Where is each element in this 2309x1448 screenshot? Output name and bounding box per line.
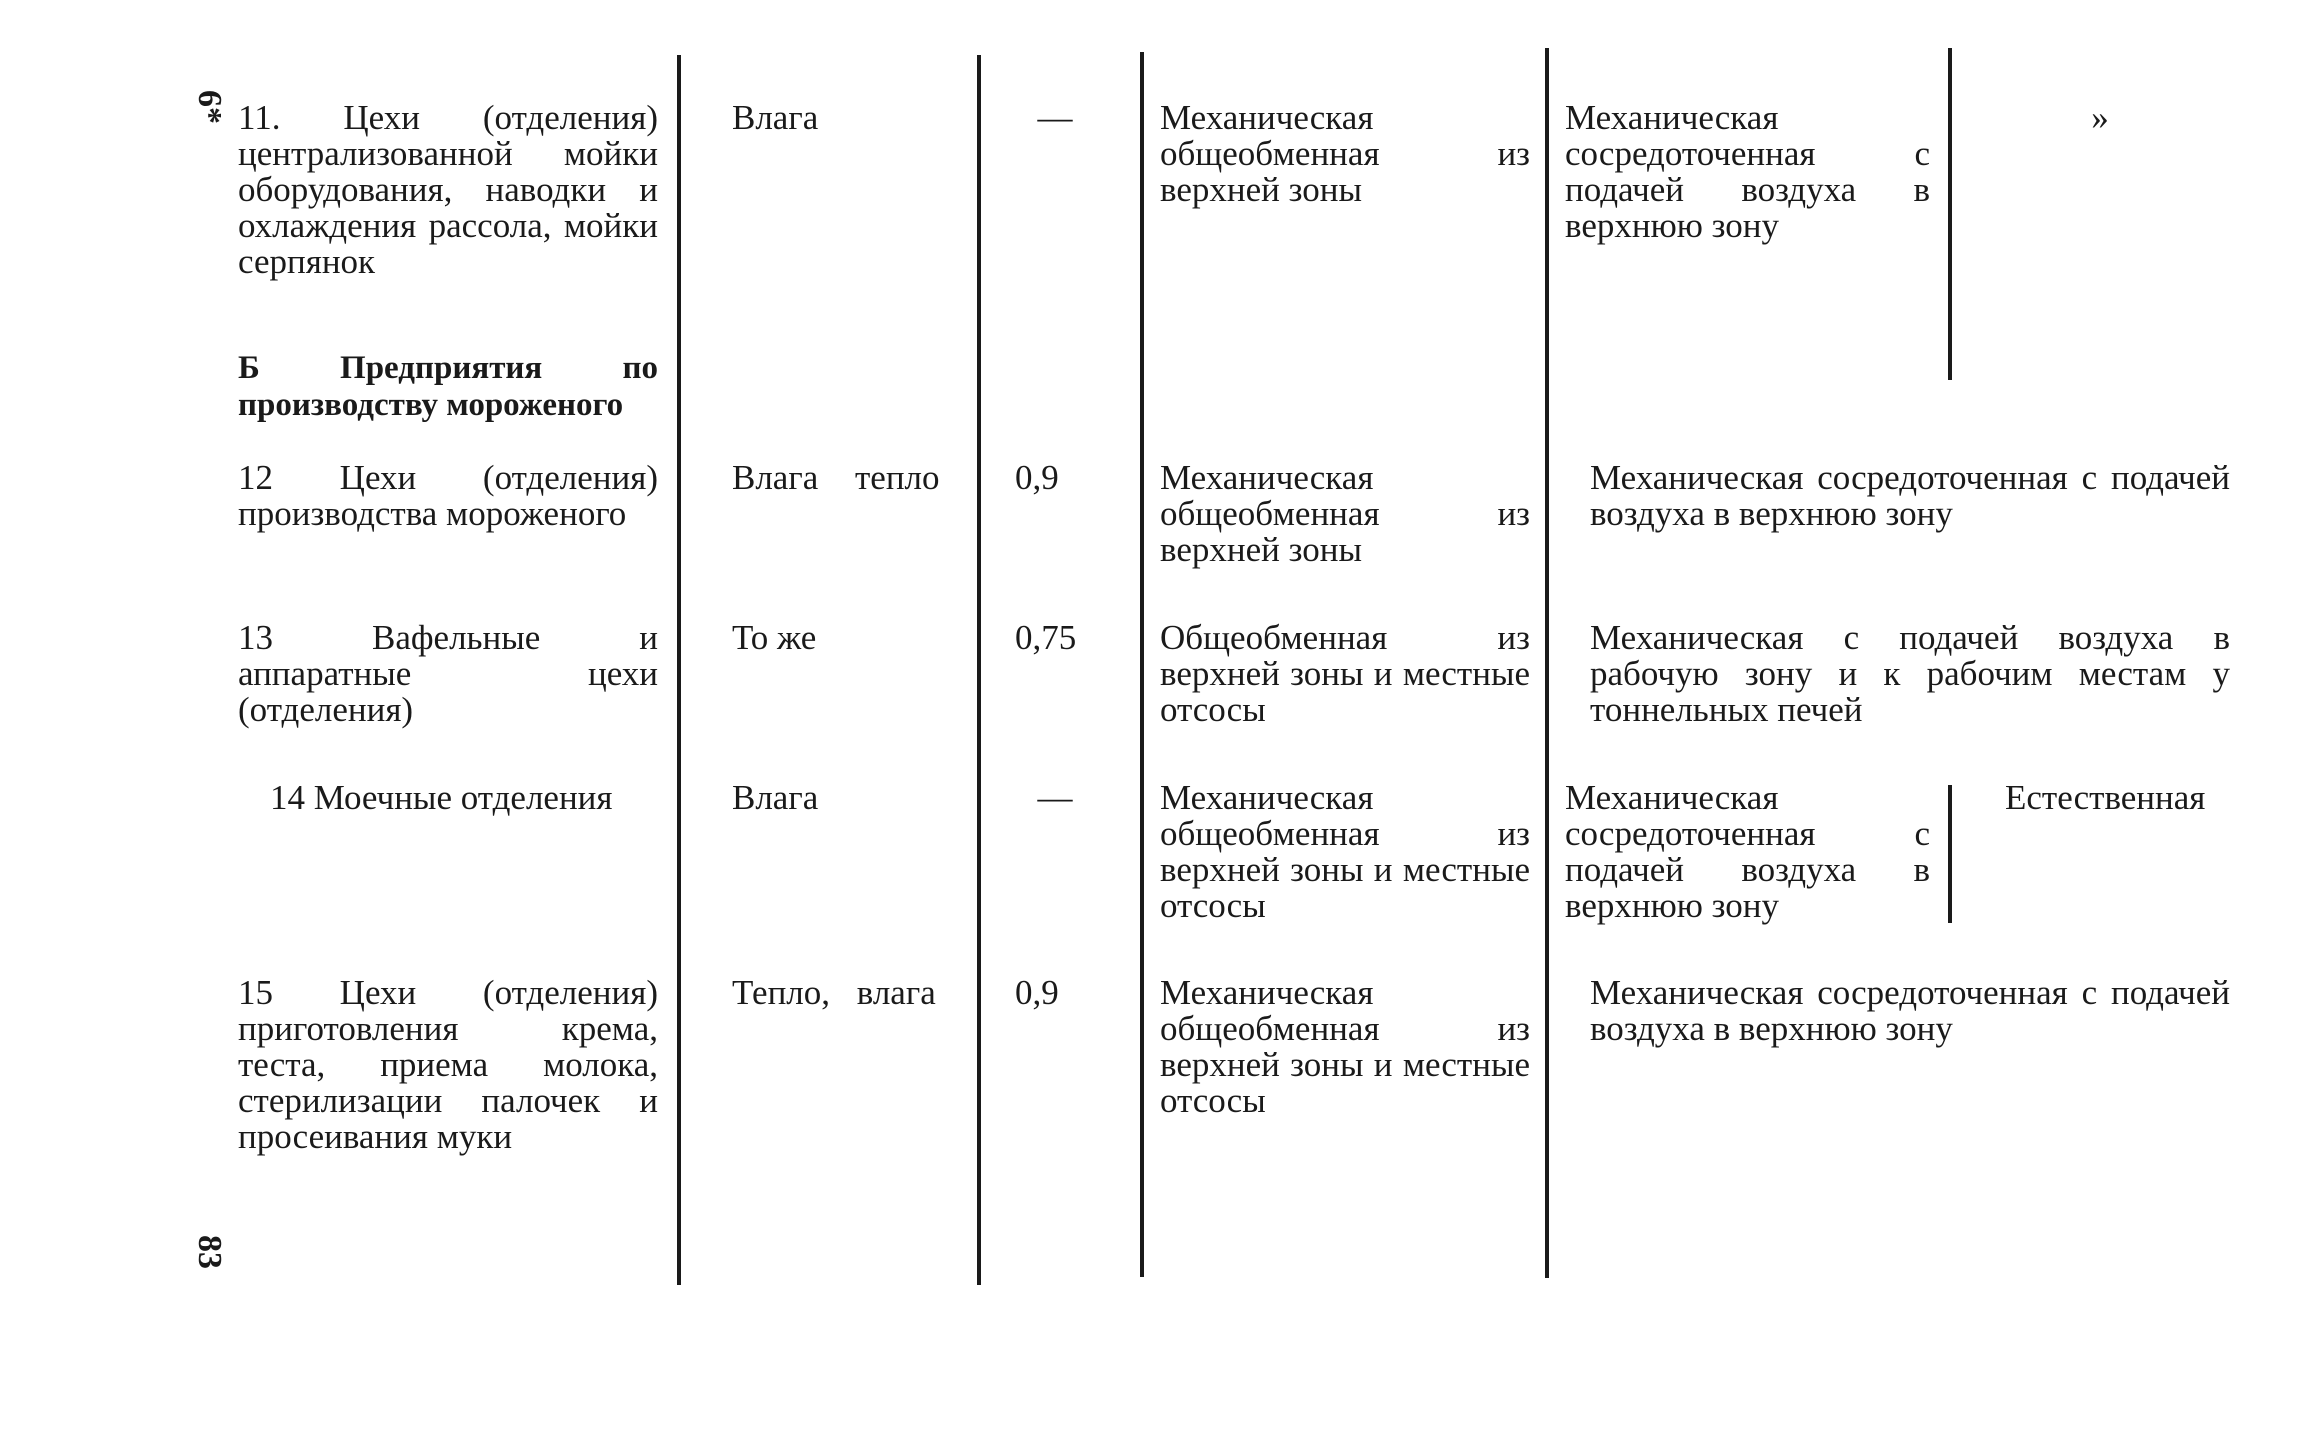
row-13-coef: 0,75 (1015, 618, 1077, 657)
row-15-ventilation-a: Механическая общеобменная из верхней зоны и местные отсосы (1160, 973, 1530, 1120)
page-number: 83 (191, 1235, 228, 1269)
row-14-name: 14 Моечные отделения (270, 778, 613, 817)
row-13-factor: То же (732, 618, 817, 657)
column-divider-4 (1545, 48, 1549, 1278)
row-11-ventilation-a: Механическая общеобменная из верхней зоны (1160, 98, 1530, 209)
column-divider-1 (677, 55, 681, 1285)
column-divider-5a (1948, 48, 1952, 380)
row-14-factor: Влага (732, 778, 819, 817)
row-11-coef: — (1037, 98, 1073, 137)
row-13-name: 13 Вафельные и аппаратные цехи (отделения) (238, 618, 658, 729)
row-14-ventilation-c: Естественная (2005, 778, 2206, 817)
section-heading: Б Предприятия по производству мороженого (238, 350, 658, 423)
row-15-ventilation-bc: Механическая сосредоточенная с подачей воздуха в верхнюю зону (1590, 973, 2230, 1048)
row-14-ventilation-b: Механическая сосредоточенная с подачей воздуха в верхнюю зону (1565, 778, 1930, 925)
row-15-name: 15 Цехи (отделения) приготовления крема, теста, приема молока, стерилизации палочек и просеивания муки (238, 973, 658, 1156)
column-divider-2 (977, 55, 981, 1285)
row-12-name: 12 Цехи (отделения) производства мороженого (238, 458, 658, 533)
row-12-coef: 0,9 (1015, 458, 1059, 497)
row-15-factor: Тепло, влага (732, 973, 936, 1012)
row-12-ventilation-bc: Механическая сосредоточенная с подачей воздуха в верхнюю зону (1590, 458, 2230, 533)
row-12-ventilation-a: Механическая общеобменная из верхней зоны (1160, 458, 1530, 569)
row-11-factor: Влага (732, 98, 819, 137)
margin-signature-mark: 6* (191, 90, 228, 124)
row-15-coef: 0,9 (1015, 973, 1059, 1012)
column-divider-5b (1948, 785, 1952, 923)
row-14-ventilation-a: Механическая общеобменная из верхней зоны и местные отсосы (1160, 778, 1530, 925)
column-divider-3 (1140, 52, 1144, 1277)
row-13-ventilation-bc: Механическая с подачей воздуха в рабочую зону и к рабочим местам у тоннельных печей (1590, 618, 2230, 729)
row-11-ventilation-b: Механическая сосредоточенная с подачей воздуха в верхнюю зону (1565, 98, 1930, 245)
row-13-ventilation-a: Общеобменная из верхней зоны и местные отсосы (1160, 618, 1530, 729)
row-12-factor: Влага тепло (732, 458, 940, 497)
row-11-ventilation-c: » (2091, 98, 2109, 137)
row-11-name: 11. Цехи (отделения) централизованной мойки оборудования, наводки и охлаждения рассола, мойки серпянок (238, 98, 658, 281)
row-14-coef: — (1037, 778, 1073, 817)
